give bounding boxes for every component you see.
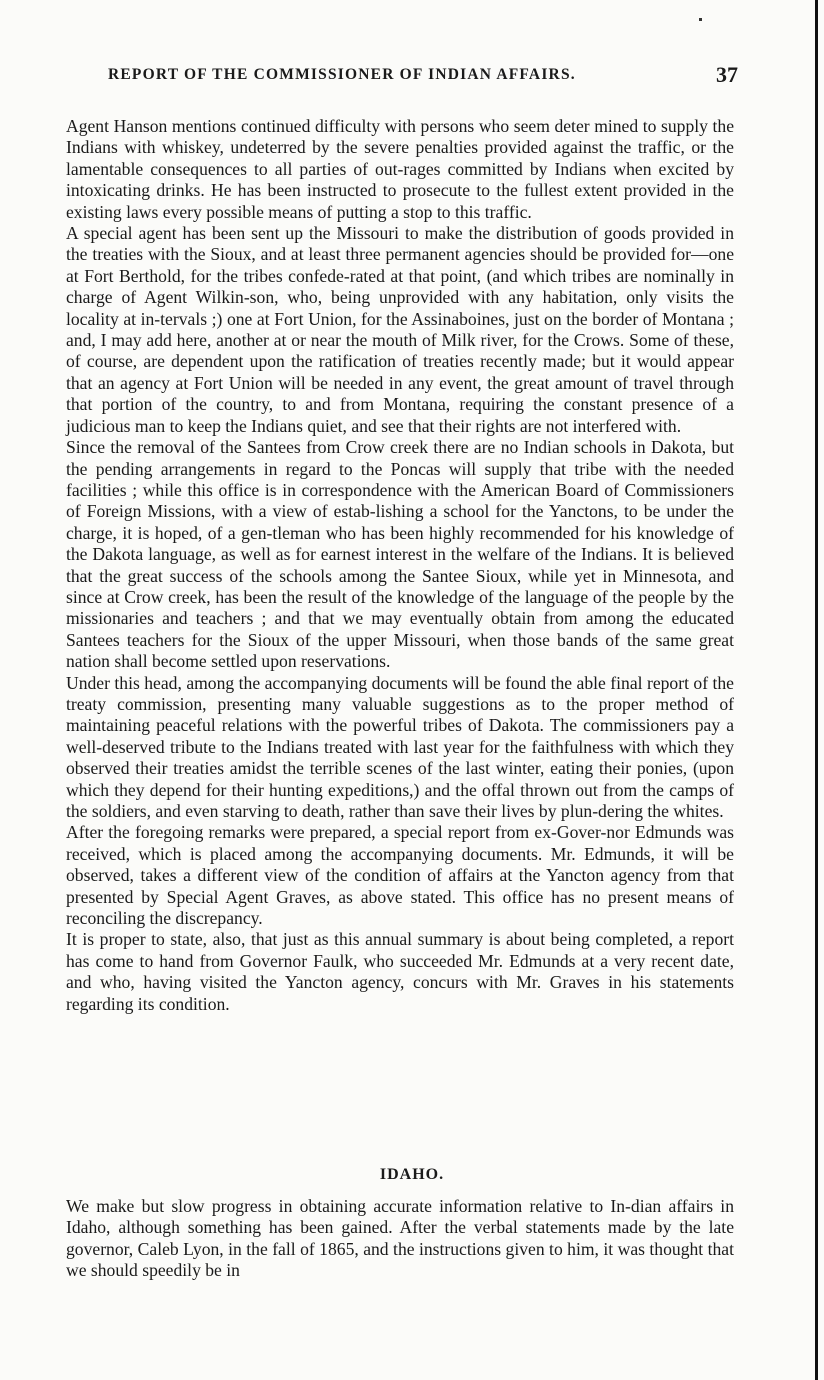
section-title-idaho: IDAHO. <box>379 1166 445 1183</box>
paragraph-treaty-commission: Under this head, among the accompanying documents will be found the able final report of the treaty commission, presenting many valuable suggestions as to the proper method of maintaining peaceful relations with the powerful tribes of Dakota. The commissioners pay a well-deserved tribute to the Indians treated with last year for the faithfulness with which they observed their treaties amidst the terrible scenes of the last winter, eating their ponies, (upon which they depend for their hunting expeditions,) and the offal thrown out from the camps of the soldiers, and even starving to death, rather than save their lives by plun-dering the whites. <box>66 672 734 821</box>
main-text <box>66 116 734 1015</box>
running-head: REPORT OF THE COMMISSIONER OF INDIAN AFFAIRS. <box>108 66 576 83</box>
paragraph-special-agent: A special agent has been sent up the Missouri to make the distribution of goods provided in the treaties with the Sioux, and at least three permanent agencies should be provided for—one at Fort Berthold, for the tribes confede-rated at that point, (and which tribes are nominally in charge of Agent Wilkin-son, who, being unprovided with any habitation, only visits the locality at in-tervals ;) one at Fort Union, for the Assinaboines, just on the border of Montana ; and, I may add here, another at or near the mouth of Milk river, for the Crows. Some of these, of course, are dependent upon the ratification of treaties recently made; but it would appear that an agency at Fort Union will be needed in any event, the great amount of travel through that portion of the country, to and from Montana, requiring the constant presence of a judicious man to keep the Indians quiet, and see that their rights are not interfered with. <box>66 223 734 436</box>
paragraph-edmunds-report: After the foregoing remarks were prepared, a special report from ex-Gover-nor Edmunds was received, which is placed among the accompanying documents. Mr. Edmunds, it will be observed, takes a different view of the condition of affairs at the Yancton agency from that presented by Special Agent Graves, as above stated. This office has no present means of reconciling the discrepancy. <box>66 822 734 929</box>
page-header <box>62 62 742 90</box>
print-speck <box>699 18 702 21</box>
paragraph-santees-schools: Since the removal of the Santees from Crow creek there are no Indian schools in Dakota, but the pending arrangements in regard to the Poncas will supply that tribe with the needed facilities ; while this office is in correspondence with the American Board of Commissioners of Foreign Missions, with a view of estab-lishing a school for the Yanctons, to be under the charge, it is hoped, of a gen-tleman who has been highly recommended for his knowledge of the Dakota language, as well as for earnest interest in the welfare of the Indians. It is believed that the great success of the schools among the Santee Sioux, while yet in Minnesota, and since at Crow creek, has been the result of the knowledge of the language of the people by the missionaries and teachers ; and that we may eventually obtain from among the educated Santees teachers for the Sioux of the upper Missouri, when those bands of the same great nation shall become settled upon reservations. <box>66 437 734 672</box>
idaho-text <box>66 1196 734 1282</box>
paragraph-hanson: Agent Hanson mentions continued difficulty with persons who seem deter mined to supply the Indians with whiskey, undeterred by the severe penalties provided against the traffic, or the lamentable consequences to all parties of out-rages committed by Indians when excited by intoxicating drinks. He has been instructed to prosecute to the fullest extent provided in the existing laws every possible means of putting a stop to this traffic. <box>66 116 734 222</box>
paragraph-faulk-report: It is proper to state, also, that just as this annual summary is about being completed, a report has come to hand from Governor Faulk, who succeeded Mr. Edmunds at a very recent date, and who, having visited the Yancton agency, concurs with Mr. Graves in his statements regarding its condition. <box>66 929 734 1014</box>
page-number: 37 <box>716 62 738 87</box>
paragraph-idaho: We make but slow progress in obtaining accurate information relative to In-dian affairs in Idaho, although something has been gained. After the verbal statements made by the late governor, Caleb Lyon, in the fall of 1865, and the instructions given to him, it was thought that we should speedily be in <box>66 1196 734 1281</box>
